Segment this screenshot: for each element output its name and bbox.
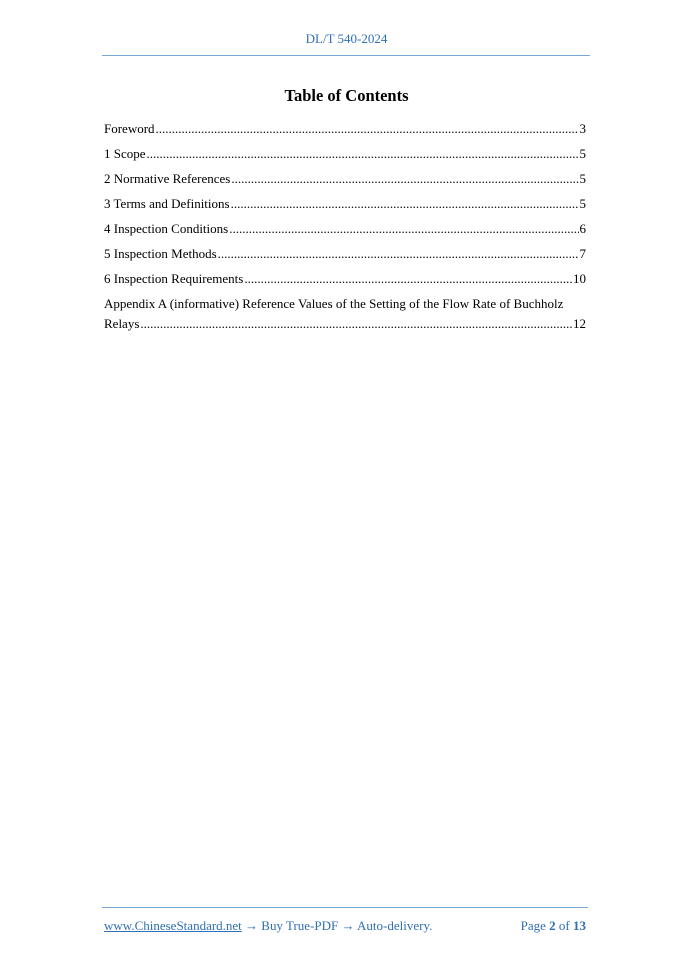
toc-entry-label: 6 Inspection Requirements [104, 271, 244, 286]
of-word: of [558, 918, 570, 933]
toc-leader-dots [229, 221, 578, 237]
toc-leader-dots [140, 316, 572, 332]
toc-entry-label: Appendix A (informative) Reference Values of the Setting of the Flow Rate of Buchholz [104, 296, 564, 311]
footer-divider [102, 907, 588, 908]
toc-entry-label: 1 Scope [104, 146, 146, 161]
page-indicator [521, 918, 586, 934]
toc-entry-label-continued: Relays [104, 316, 140, 331]
toc-entry-page: 5 [579, 171, 586, 186]
toc-leader-dots [147, 146, 579, 162]
current-page-number: 2 [549, 918, 556, 933]
toc-entry-page: 12 [573, 316, 586, 331]
header-divider [102, 55, 590, 56]
toc-entry-normative-references[interactable] [104, 171, 586, 196]
table-of-contents [104, 121, 586, 341]
toc-entry-foreword[interactable] [104, 121, 586, 146]
toc-entry-label: 5 Inspection Methods [104, 246, 217, 261]
toc-entry-page: 7 [579, 246, 586, 261]
toc-entry-inspection-methods[interactable] [104, 246, 586, 271]
toc-entry-page: 10 [573, 271, 586, 286]
toc-entry-label: Foreword [104, 121, 155, 136]
toc-leader-dots [231, 196, 579, 212]
toc-entry-appendix-a[interactable] [104, 296, 586, 341]
toc-entry-label: 3 Terms and Definitions [104, 196, 230, 211]
document-code: DL/T 540-2024 [305, 31, 388, 46]
toc-entry-label: 4 Inspection Conditions [104, 221, 229, 236]
toc-entry-inspection-conditions[interactable] [104, 221, 586, 246]
arrow-right-icon: → [341, 918, 355, 933]
toc-entry-terms-definitions[interactable] [104, 196, 586, 221]
toc-entry-page: 3 [579, 121, 586, 136]
website-link[interactable]: www.ChineseStandard.net [104, 918, 242, 933]
toc-leader-dots [244, 271, 572, 287]
buy-pdf-link[interactable]: Buy True-PDF [261, 918, 339, 933]
toc-entry-page: 5 [579, 146, 586, 161]
toc-entry-label: 2 Normative References [104, 171, 231, 186]
toc-leader-dots [156, 121, 579, 137]
toc-entry-page: 6 [579, 221, 586, 236]
toc-entry-page: 5 [579, 196, 586, 211]
toc-leader-dots [218, 246, 579, 262]
toc-entry-inspection-requirements[interactable] [104, 271, 586, 296]
toc-title: Table of Contents [284, 86, 409, 105]
toc-entry-scope[interactable] [104, 146, 586, 171]
footer-promo [104, 918, 432, 934]
total-pages-number: 13 [573, 918, 586, 933]
auto-delivery-text: Auto-delivery. [357, 918, 433, 933]
page-word: Page [520, 918, 546, 933]
arrow-right-icon: → [245, 918, 259, 933]
toc-leader-dots [231, 171, 578, 187]
